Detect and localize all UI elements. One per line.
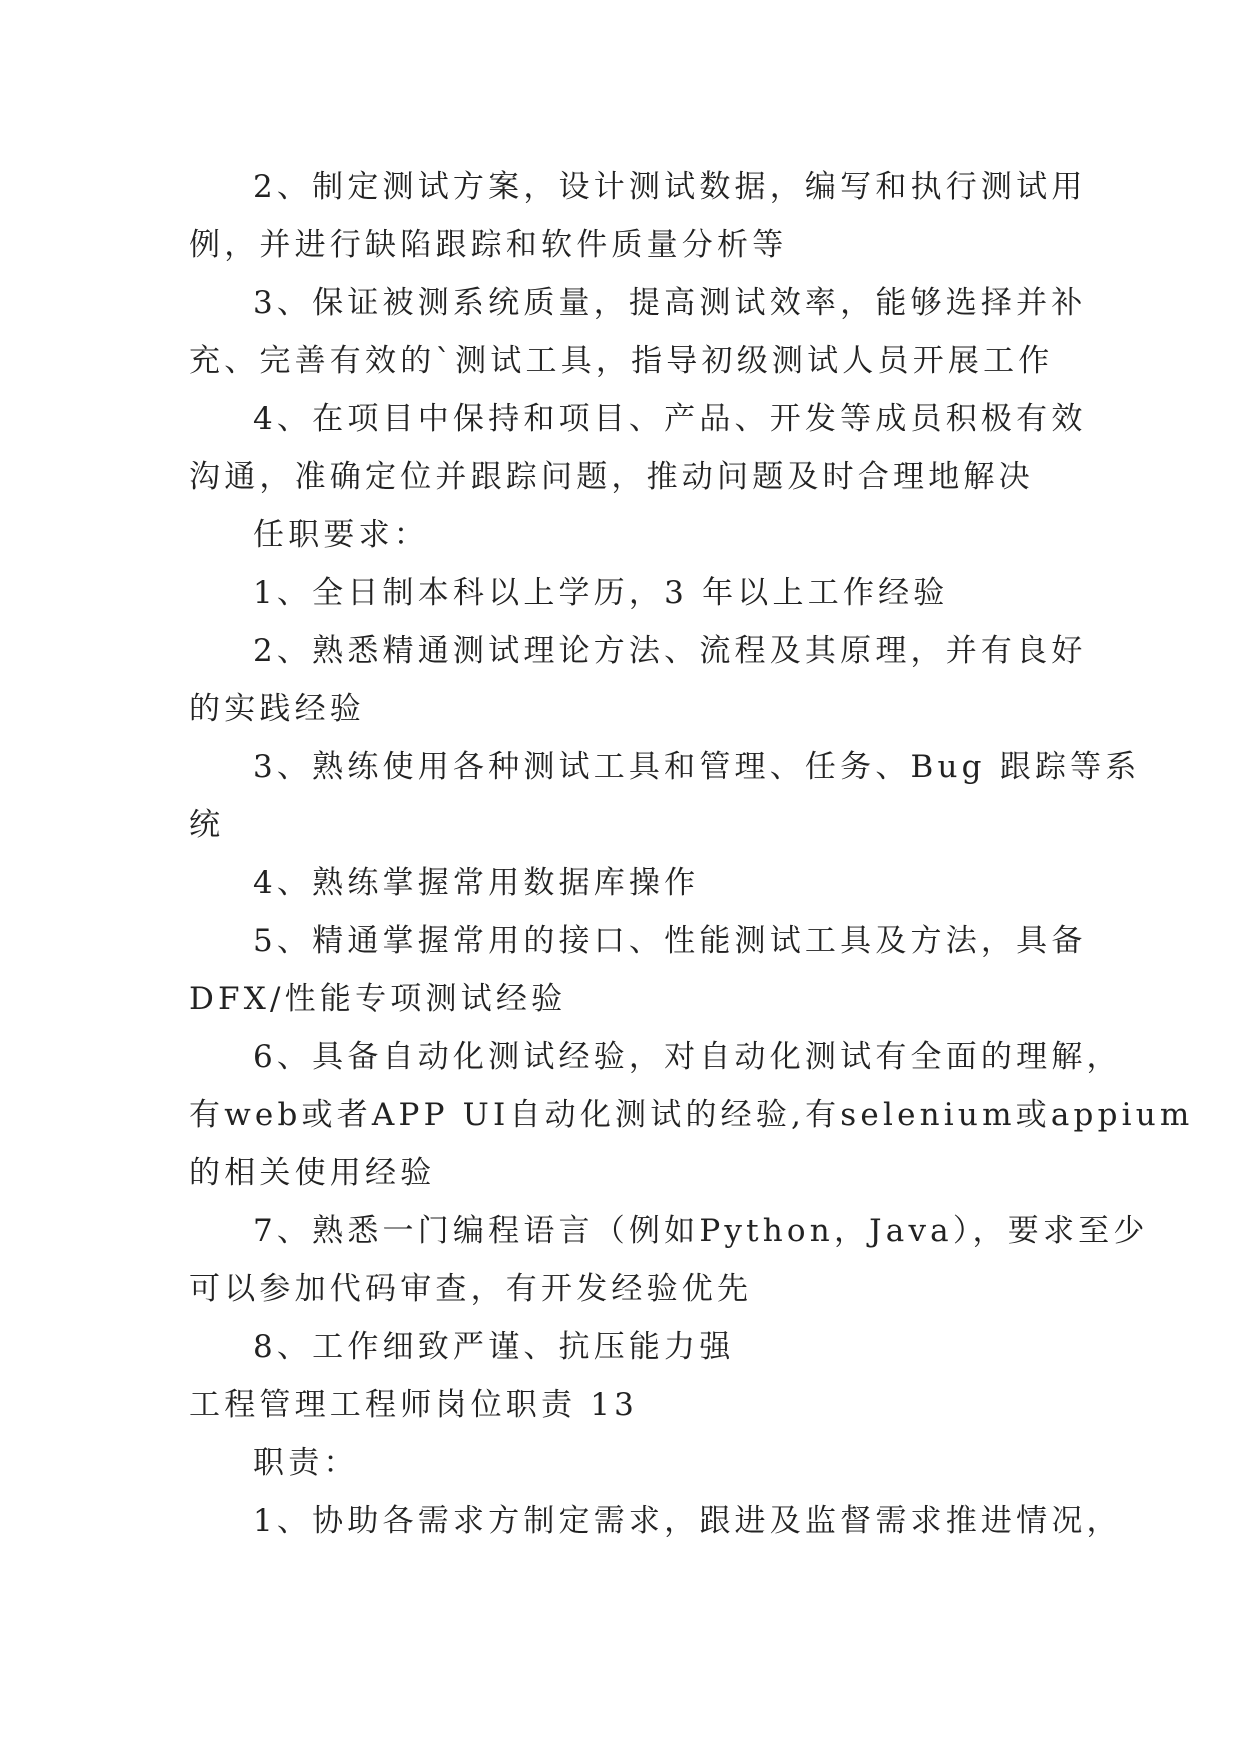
text-line: 2、制定测试方案，设计测试数据，编写和执行测试用 bbox=[253, 169, 1087, 205]
text-line: 统 bbox=[189, 807, 225, 843]
text-line: 3、保证被测系统质量，提高测试效率，能够选择并补 bbox=[253, 285, 1087, 321]
text-line: 1、全日制本科以上学历，3 年以上工作经验 bbox=[253, 575, 949, 611]
text-line: 可以参加代码审查，有开发经验优先 bbox=[189, 1271, 753, 1307]
text-line: DFX/性能专项测试经验 bbox=[189, 981, 567, 1017]
text-line: 6、具备自动化测试经验，对自动化测试有全面的理解， bbox=[253, 1039, 1122, 1075]
text-line: 例，并进行缺陷跟踪和软件质量分析等 bbox=[189, 227, 788, 263]
text-line: 7、熟悉一门编程语言（例如Python，Java），要求至少 bbox=[253, 1213, 1149, 1249]
text-line: 1、协助各需求方制定需求，跟进及监督需求推进情况， bbox=[253, 1503, 1122, 1539]
text-line: 的相关使用经验 bbox=[189, 1155, 436, 1191]
text-line: 4、在项目中保持和项目、产品、开发等成员积极有效 bbox=[253, 401, 1087, 437]
section-heading: 职责： bbox=[253, 1445, 359, 1481]
text-line: 3、熟练使用各种测试工具和管理、任务、Bug 跟踪等系 bbox=[253, 749, 1141, 785]
text-line: 的实践经验 bbox=[189, 691, 365, 727]
text-line: 2、熟悉精通测试理论方法、流程及其原理，并有良好 bbox=[253, 633, 1087, 669]
text-line: 充、完善有效的`测试工具，指导初级测试人员开展工作 bbox=[189, 343, 1054, 379]
section-heading: 任职要求： bbox=[253, 517, 429, 553]
document-body bbox=[189, 158, 1194, 1550]
text-line: 4、熟练掌握常用数据库操作 bbox=[253, 865, 700, 901]
section-title: 工程管理工程师岗位职责 13 bbox=[189, 1387, 639, 1423]
text-line: 5、精通掌握常用的接口、性能测试工具及方法，具备 bbox=[253, 923, 1087, 959]
text-line: 有web或者APP UI自动化测试的经验,有selenium或appium bbox=[189, 1097, 1194, 1133]
text-line: 沟通，准确定位并跟踪问题，推动问题及时合理地解决 bbox=[189, 459, 1034, 495]
text-line: 8、工作细致严谨、抗压能力强 bbox=[253, 1329, 735, 1365]
